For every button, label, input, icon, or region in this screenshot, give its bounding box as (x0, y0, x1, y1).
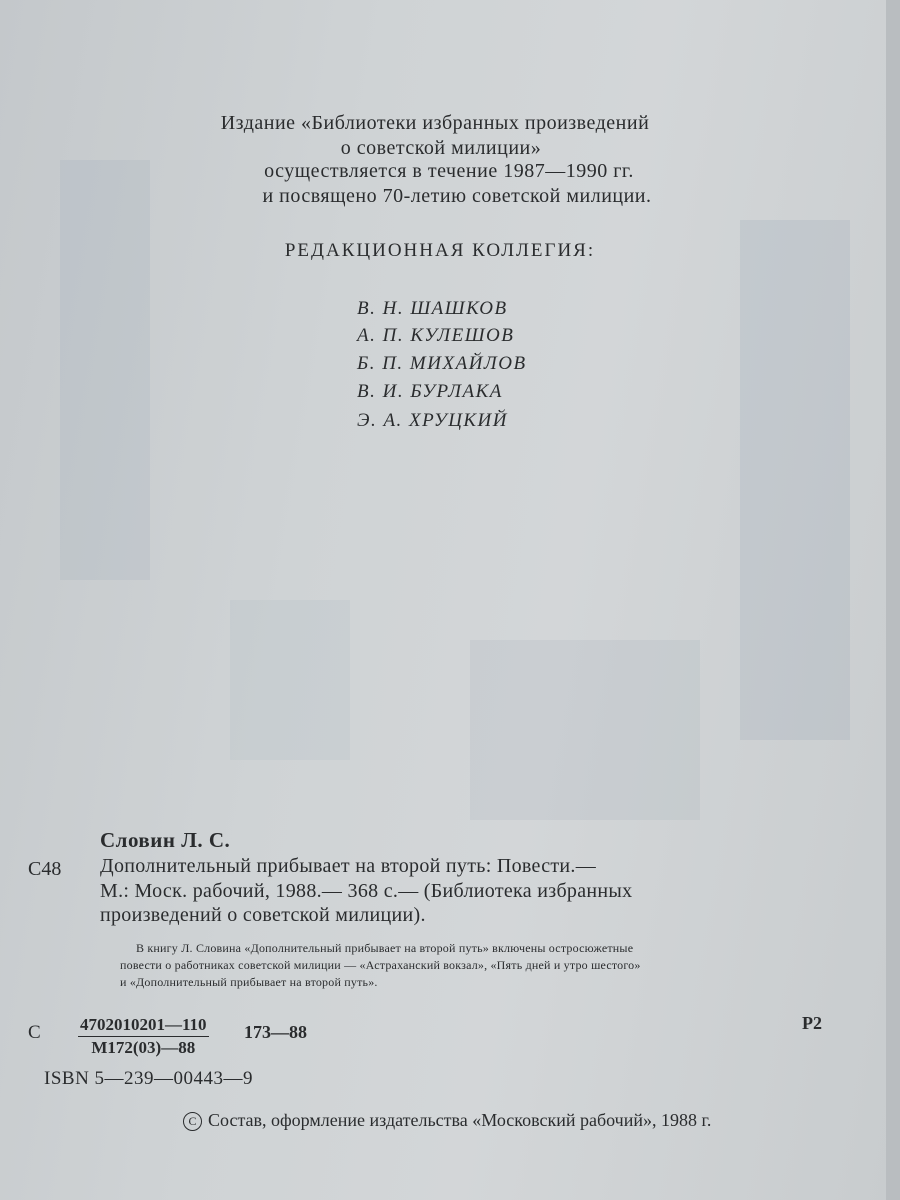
bibliography-line-1: Дополнительный прибывает на второй путь: Повести.— (100, 855, 597, 877)
board-member: Б. П. МИХАЙЛОВ (357, 353, 527, 374)
catalog-author: Словин Л. С. (100, 828, 231, 852)
intro-line-1: Издание «Библиотеки избранных произведений (220, 112, 650, 134)
annotation-line-2: повести о работниках советской милиции — «Астраханский вокзал», «Пять дней и утро шестого» (120, 958, 641, 972)
annotation-line-3: и «Дополнительный прибывает на второй путь». (120, 975, 378, 989)
board-member: Э. А. ХРУЦКИЙ (357, 410, 508, 431)
page-edge (886, 0, 900, 1200)
index-number: 173—88 (244, 1022, 307, 1042)
copyright-line (183, 1110, 711, 1131)
index-denominator: М172(03)—88 (91, 1038, 196, 1057)
catalog-code: С48 (28, 858, 62, 880)
editorial-board-heading: РЕДАКЦИОННАЯ КОЛЛЕГИЯ: (284, 240, 596, 261)
code-letter: С (28, 1022, 41, 1043)
index-fraction (78, 1015, 209, 1058)
bibliography-line-3: произведений о советской милиции). (100, 904, 426, 926)
board-member: В. И. БУРЛАКА (357, 381, 503, 402)
index-numerator: 4702010201—110 (78, 1015, 209, 1037)
isbn: ISBN 5—239—00443—9 (44, 1068, 254, 1089)
intro-line-3: осуществляется в течение 1987—1990 гг. (264, 160, 634, 182)
bibliography-line-2: М.: Моск. рабочий, 1988.— 368 с.— (Библиотека избранных (100, 880, 633, 902)
board-member: А. П. КУЛЕШОВ (357, 325, 515, 346)
copyright-text: Состав, оформление издательства «Московский рабочий», 1988 г. (208, 1110, 712, 1130)
show-through-artwork (740, 220, 850, 740)
board-member: В. Н. ШАШКОВ (357, 298, 508, 319)
show-through-artwork (60, 160, 150, 580)
show-through-artwork (230, 600, 350, 760)
classification-code: Р2 (802, 1013, 822, 1033)
intro-line-4: и посвящено 70-летию советской милиции. (262, 185, 652, 207)
annotation-line-1: В книгу Л. Словина «Дополнительный прибывает на второй путь» включены остросюжетные (136, 941, 634, 955)
copyright-icon: C (183, 1112, 202, 1131)
intro-line-2: о советской милиции» (340, 137, 542, 159)
show-through-artwork (470, 640, 700, 820)
